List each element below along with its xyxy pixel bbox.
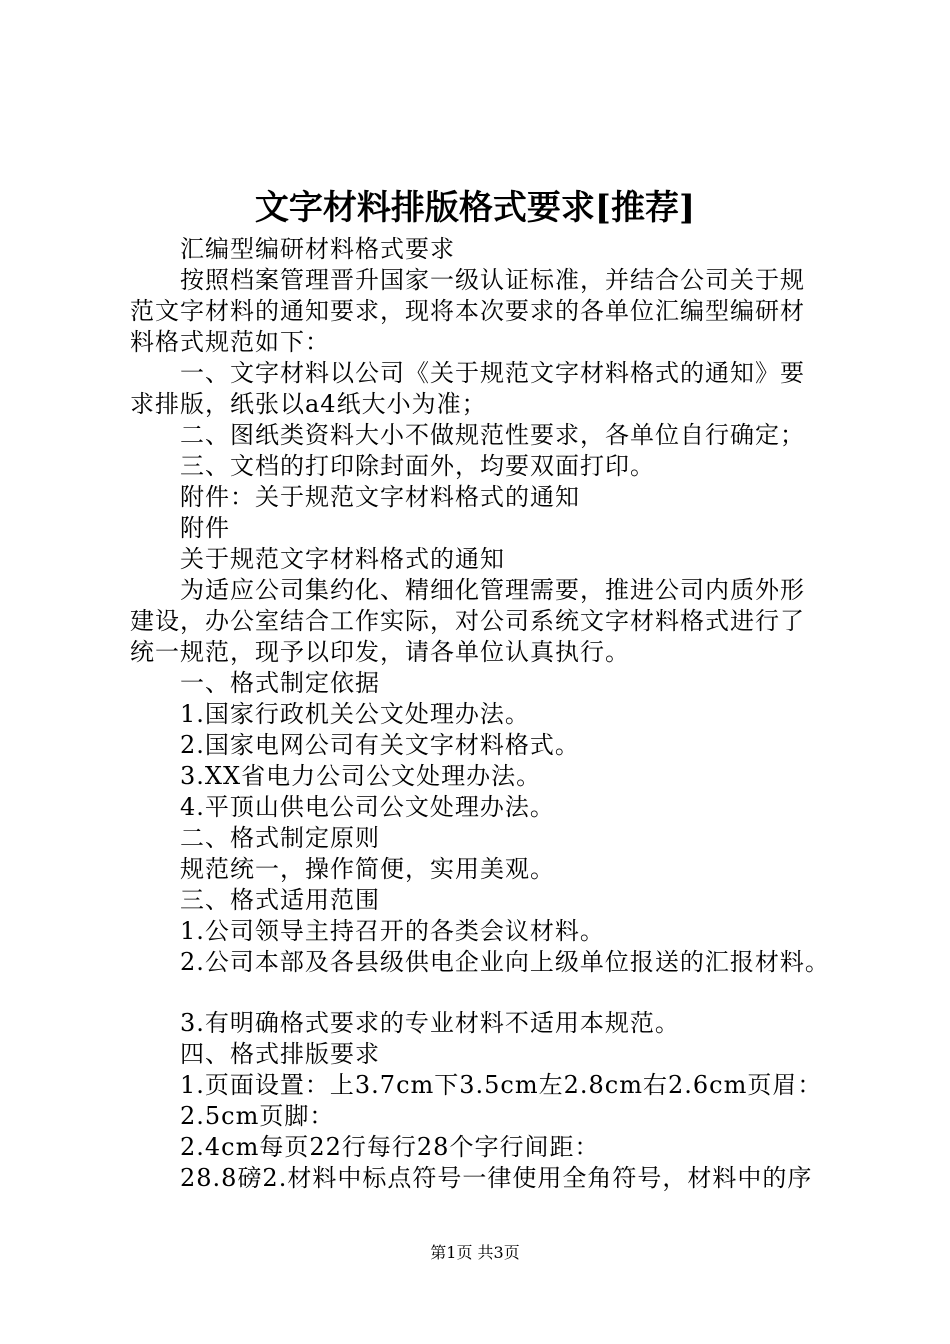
text-line: 二、图纸类资料大小不做规范性要求，各单位自行确定； — [180, 421, 805, 449]
text-line: 三、格式适用范围 — [180, 886, 380, 914]
text-line: 二、格式制定原则 — [180, 824, 380, 852]
page-footer: 第1页 共3页 — [430, 1243, 520, 1262]
text-line: 附件 — [180, 514, 230, 542]
text-line: 1.页面设置：上3.7cm下3.5cm左2.8cm右2.6cm页眉： — [180, 1071, 823, 1099]
text-line: 3.有明确格式要求的专业材料不适用本规范。 — [180, 1009, 680, 1037]
text-line: 一、文字材料以公司《关于规范文字材料格式的通知》要 — [180, 359, 805, 387]
text-line: 关于规范文字材料格式的通知 — [180, 545, 505, 573]
text-line: 料格式规范如下： — [130, 328, 330, 356]
text-line: 2.5cm页脚： — [180, 1102, 335, 1130]
text-line: 一、格式制定依据 — [180, 669, 380, 697]
text-line: 统一规范，现予以印发，请各单位认真执行。 — [130, 638, 630, 666]
text-line: 四、格式排版要求 — [180, 1040, 380, 1068]
text-line: 汇编型编研材料格式要求 — [180, 235, 455, 263]
text-line: 4.平顶山供电公司公文处理办法。 — [180, 793, 555, 821]
text-line: 三、文档的打印除封面外，均要双面打印。 — [180, 452, 655, 480]
text-line: 规范统一，操作简便，实用美观。 — [180, 855, 555, 883]
document-title: 文字材料排版格式要求[推荐] — [254, 188, 696, 228]
text-line: 2.公司本部及各县级供电企业向上级单位报送的汇报材料。 — [180, 948, 830, 976]
text-line: 求排版，纸张以a4纸大小为准； — [130, 390, 487, 418]
text-line: 按照档案管理晋升国家一级认证标准，并结合公司关于规 — [180, 266, 805, 294]
text-line: 附件：关于规范文字材料格式的通知 — [180, 483, 580, 511]
text-line: 为适应公司集约化、精细化管理需要，推进公司内质外形 — [180, 576, 805, 604]
text-line: 3.XX省电力公司公文处理办法。 — [180, 762, 542, 790]
text-line: 建设，办公室结合工作实际，对公司系统文字材料格式进行了 — [130, 607, 805, 635]
text-line: 2.国家电网公司有关文字材料格式。 — [180, 731, 580, 759]
text-line: 范文字材料的通知要求，现将本次要求的各单位汇编型编研材 — [130, 297, 805, 325]
text-line: 28.8磅2.材料中标点符号一律使用全角符号，材料中的序 — [180, 1164, 813, 1192]
document-body — [130, 234, 846, 1194]
text-line: 1.国家行政机关公文处理办法。 — [180, 700, 530, 728]
text-line: 1.公司领导主持召开的各类会议材料。 — [180, 917, 605, 945]
blank-line — [130, 978, 846, 1008]
text-line: 2.4cm每页22行每行28个字行间距： — [180, 1133, 600, 1161]
